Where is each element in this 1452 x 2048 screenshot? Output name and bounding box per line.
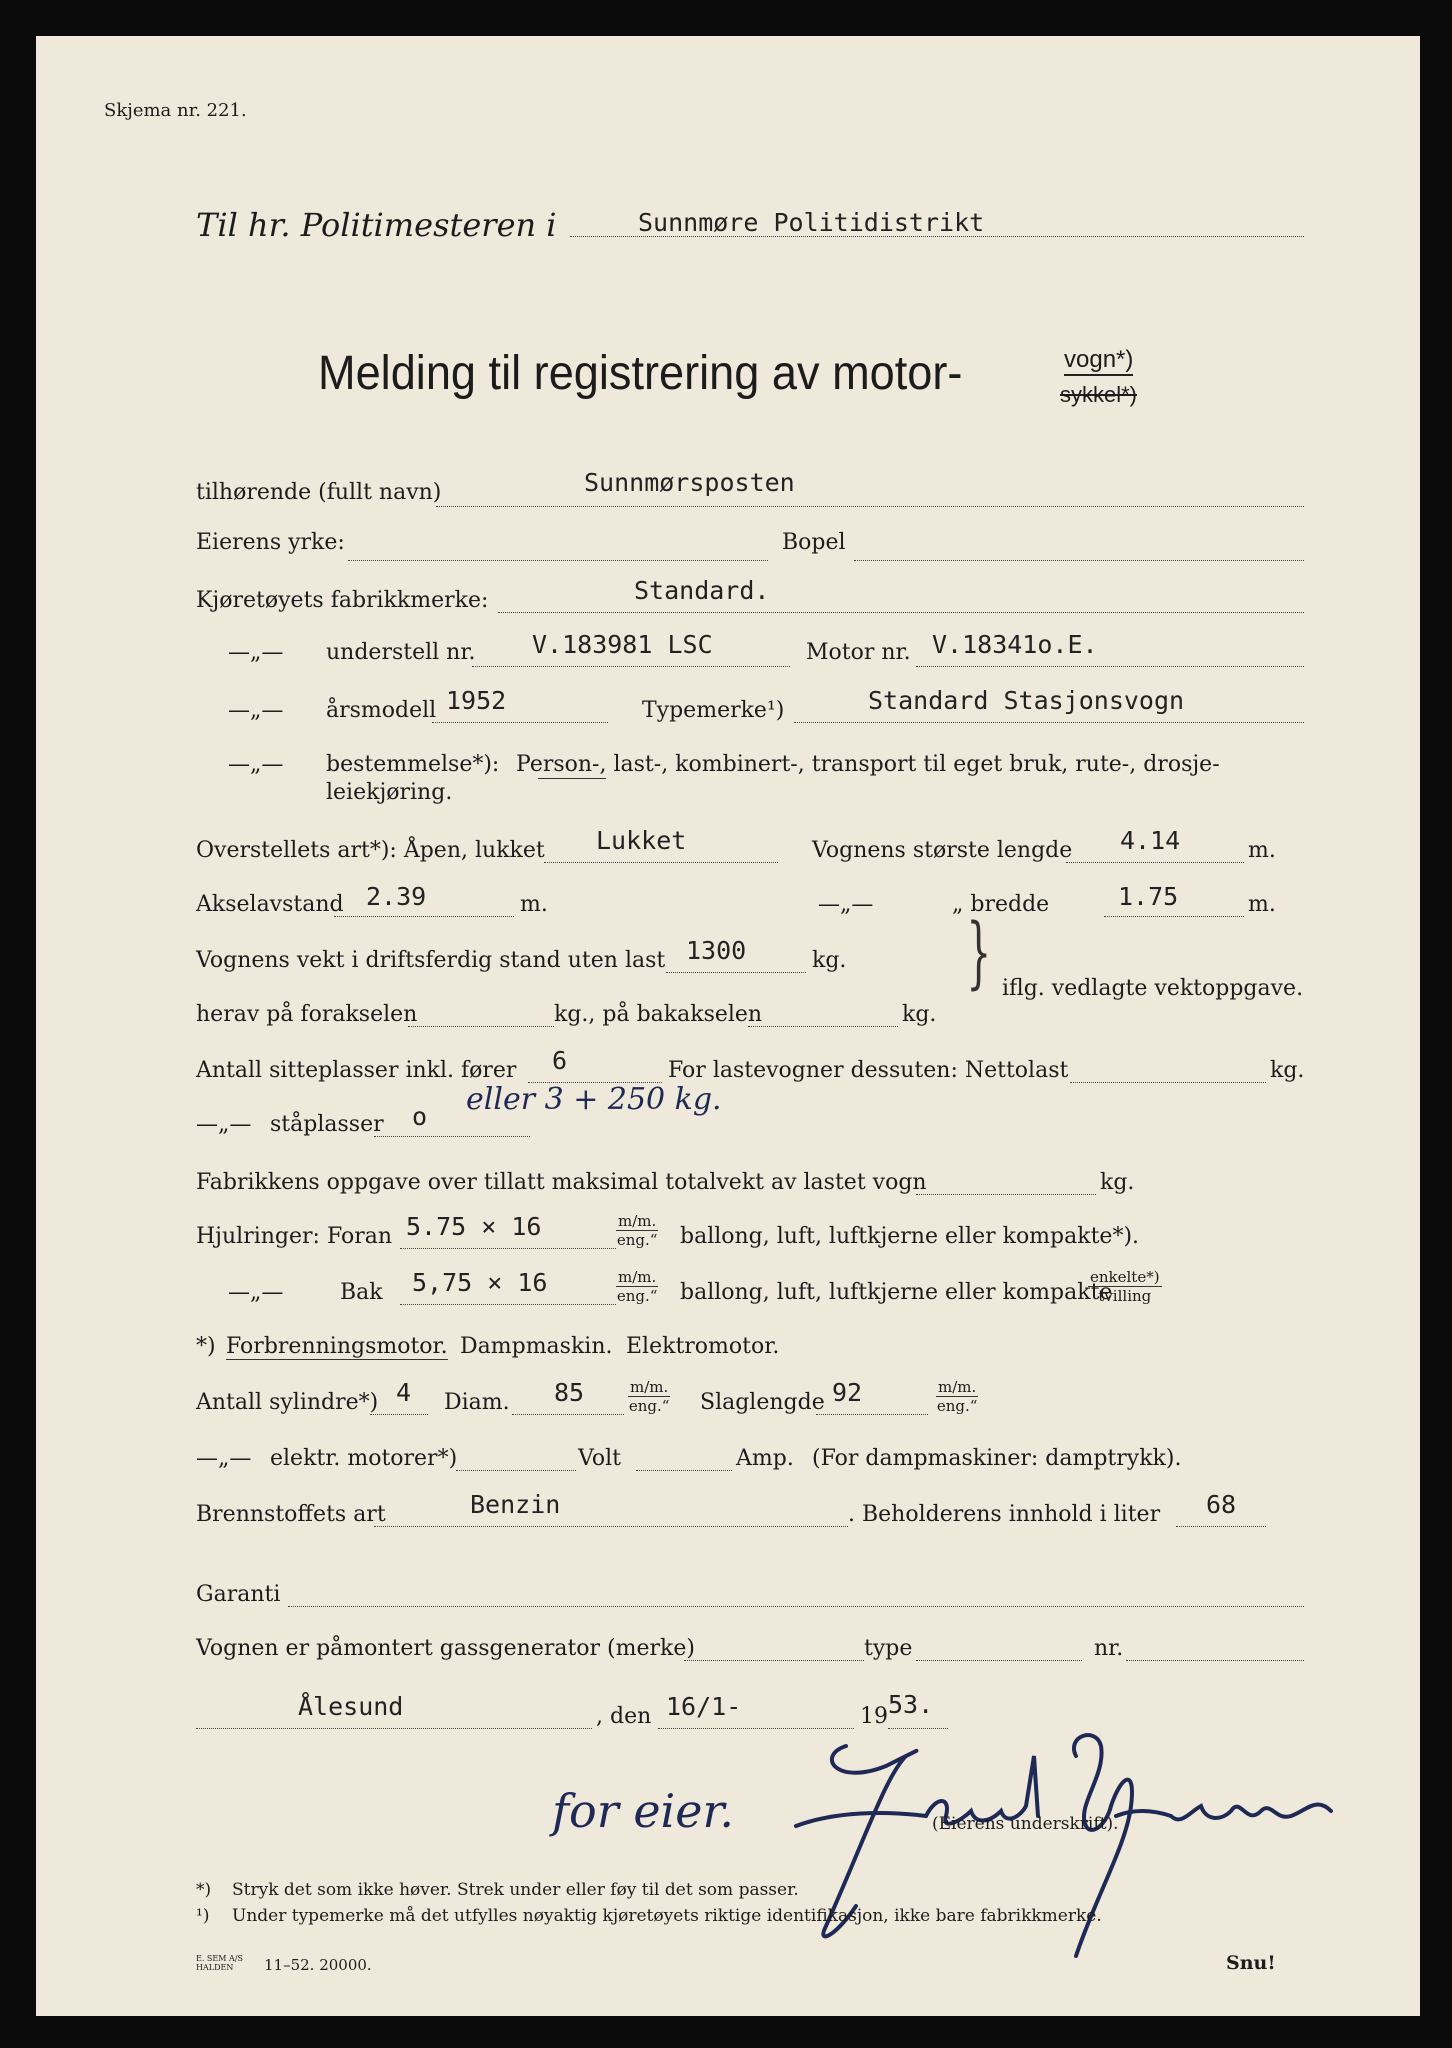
- weight-value: 1300: [686, 936, 747, 965]
- model-year-label: årsmodell: [326, 698, 437, 723]
- purpose-underline: [538, 778, 606, 779]
- owner-signature: [776, 1716, 1426, 1966]
- body-value: Lukket: [596, 826, 687, 855]
- maxweight-label: Fabrikkens oppgave over tillatt maksimal totalvekt av lastet vogn: [196, 1170, 927, 1195]
- footnote-1: Stryk det som ikke høver. Strek under eller føy til det som passer.: [232, 1880, 799, 1900]
- seats-label: Antall sitteplasser inkl. fører: [196, 1058, 517, 1083]
- unit-fraction: [616, 1268, 658, 1305]
- date-value: 16/1-: [666, 1692, 742, 1721]
- residence-label: Bopel: [782, 530, 846, 555]
- amp-label: Amp.: [736, 1446, 794, 1471]
- addressee-value: Sunnmøre Politidistrikt: [638, 208, 985, 237]
- engine-type-electric: Elektromotor.: [626, 1334, 780, 1359]
- fuel-label: Brennstoffets art: [196, 1502, 386, 1527]
- fuel-value: Benzin: [470, 1490, 561, 1519]
- owner-label: tilhørende (fullt navn): [196, 480, 442, 505]
- warranty-field[interactable]: [288, 1576, 1304, 1607]
- unit-fraction: [628, 1378, 670, 1415]
- chassis-label: understell nr.: [326, 640, 476, 665]
- owner-field[interactable]: [436, 476, 1304, 507]
- wheels-types-rear: ballong, luft, luftkjerne eller kompakte: [680, 1280, 1113, 1305]
- front-axle-label: herav på forakselen: [196, 1002, 418, 1027]
- width-unit: m.: [1248, 892, 1276, 917]
- ditto-mark: —„—: [228, 752, 284, 777]
- owner-value: Sunnmørsposten: [584, 468, 795, 497]
- print-code: 11–52. 20000.: [264, 1956, 372, 1974]
- form-sheet: [36, 36, 1420, 2016]
- unit-eng: eng.“: [616, 1287, 658, 1305]
- unit-eng: eng.“: [628, 1397, 670, 1415]
- wheels-rear-label: Bak: [340, 1280, 383, 1305]
- type-value: Standard Stasjonsvogn: [868, 686, 1185, 715]
- schema-number: Skjema nr. 221.: [104, 100, 247, 121]
- seats-value: 6: [552, 1046, 568, 1075]
- stroke-label: Slaglengde: [700, 1390, 825, 1415]
- length-value: 4.14: [1120, 826, 1181, 855]
- unit-eng: eng.“: [616, 1231, 658, 1249]
- chassis-value: V.183981 LSC: [532, 630, 713, 659]
- gas-generator-field[interactable]: [684, 1630, 864, 1661]
- rear-axle-unit: kg.: [902, 1002, 937, 1027]
- printer-name: E. SEM A/S: [196, 1954, 243, 1963]
- unit-mm: m/m.: [618, 1212, 657, 1230]
- occupation-field[interactable]: [348, 530, 768, 561]
- elmotors-label: elektr. motorer*): [270, 1446, 458, 1471]
- date-label: , den: [596, 1704, 652, 1729]
- length-label: Vognens største lengde: [812, 838, 1073, 863]
- warranty-label: Garanti: [196, 1582, 281, 1607]
- footnote-mark-2: ¹): [196, 1906, 210, 1926]
- ditto-mark: —„—: [196, 1446, 252, 1471]
- tank-label: . Beholderens innhold i liter: [848, 1502, 1161, 1527]
- residence-field[interactable]: [854, 530, 1304, 561]
- gas-nr-label: nr.: [1094, 1636, 1124, 1661]
- diameter-value: 85: [554, 1378, 585, 1407]
- wheelbase-value: 2.39: [366, 882, 427, 911]
- model-year-value: 1952: [446, 686, 507, 715]
- footnote-2: Under typemerke må det utfylles nøyaktig kjøretøyets riktige identifikasjon, ikke bare fabrikkmerke.: [232, 1906, 1102, 1926]
- gas-type-field[interactable]: [916, 1630, 1082, 1661]
- wheels-front-label: Hjulringer: Foran: [196, 1224, 393, 1249]
- motor-label: Motor nr.: [806, 640, 911, 665]
- footnote-mark-1: *): [196, 1880, 212, 1900]
- diameter-label: Diam.: [444, 1390, 510, 1415]
- seats-field[interactable]: [528, 1052, 662, 1083]
- weight-brace: }: [966, 908, 992, 998]
- single-option: enkelte*): [1090, 1268, 1160, 1286]
- maxweight-field[interactable]: [916, 1164, 1096, 1195]
- weight-note: iflg. vedlagte vektoppgave.: [1002, 976, 1304, 1001]
- width-value: 1.75: [1118, 882, 1179, 911]
- ditto-mark: —„—: [228, 1280, 284, 1305]
- make-field[interactable]: [498, 582, 1304, 613]
- cargo-unit: kg.: [1270, 1058, 1305, 1083]
- volt-field[interactable]: [636, 1440, 732, 1471]
- make-label: Kjøretøyets fabrikkmerke:: [196, 588, 489, 613]
- weight-label: Vognens vekt i driftsferdig stand uten last: [196, 948, 666, 973]
- cylinders-label: Antall sylindre*): [196, 1390, 379, 1415]
- standing-handwritten-note: eller 3 + 250 kg.: [466, 1082, 722, 1117]
- gas-nr-field[interactable]: [1126, 1630, 1304, 1661]
- width-label: „ bredde: [952, 892, 1050, 917]
- ditto-mark: —„—: [228, 698, 284, 723]
- printer-city: HALDEN: [196, 1963, 234, 1972]
- engine-type-steam: Dampmaskin.: [460, 1334, 613, 1359]
- rear-axle-label: kg., på bakakselen: [554, 1002, 763, 1027]
- volt-label: Volt: [578, 1446, 621, 1471]
- motor-value: V.18341o.E.: [932, 630, 1098, 659]
- turn-over-note: Snu!: [1226, 1952, 1276, 1974]
- twin-option: tvilling: [1098, 1287, 1152, 1305]
- single-twin-fraction: [1088, 1268, 1162, 1305]
- unit-mm: m/m.: [618, 1268, 657, 1286]
- maxweight-unit: kg.: [1100, 1170, 1135, 1195]
- standing-label: ståplasser: [270, 1112, 384, 1137]
- stroke-value: 92: [832, 1378, 863, 1407]
- type-label: Typemerke¹): [642, 698, 785, 723]
- signature-caption: (Eierens underskrift).: [932, 1814, 1119, 1834]
- gas-generator-label: Vognen er påmontert gassgenerator (merke): [196, 1636, 695, 1661]
- engine-type-combustion: Forbrenningsmotor.: [226, 1334, 448, 1359]
- title-option-cycle-struck: sykkel*): [1060, 382, 1138, 407]
- fuel-field[interactable]: [374, 1496, 848, 1527]
- front-axle-field[interactable]: [408, 996, 554, 1027]
- length-unit: m.: [1248, 838, 1276, 863]
- year-value: 53.: [888, 1690, 934, 1719]
- cargo-field[interactable]: [1070, 1052, 1266, 1083]
- make-value: Standard.: [634, 576, 770, 605]
- wheels-types: ballong, luft, luftkjerne eller kompakte*).: [680, 1224, 1140, 1249]
- ditto-mark: —„—: [818, 892, 874, 917]
- rear-axle-field[interactable]: [748, 996, 898, 1027]
- tank-value: 68: [1206, 1490, 1237, 1519]
- unit-fraction: [936, 1378, 978, 1415]
- cylinders-value: 4: [396, 1378, 412, 1407]
- title-option-vehicle: vogn*): [1064, 346, 1133, 376]
- occupation-label: Eierens yrke:: [196, 530, 345, 555]
- weight-unit: kg.: [812, 948, 847, 973]
- body-label: Overstellets art*): Åpen, lukket: [196, 838, 545, 863]
- standing-value: o: [412, 1102, 428, 1131]
- engine-types-star: *): [196, 1334, 216, 1359]
- page-title: Melding til registrering av motor-: [318, 347, 963, 400]
- unit-mm: m/m.: [630, 1378, 669, 1396]
- wheels-front-value: 5.75 × 16: [406, 1212, 542, 1241]
- ditto-mark: —„—: [228, 640, 284, 665]
- place-value: Ålesund: [298, 1692, 404, 1721]
- addressee-label: Til hr. Politimesteren i: [196, 206, 557, 244]
- year-prefix: 19: [860, 1704, 888, 1729]
- ditto-mark: —„—: [196, 1112, 252, 1137]
- unit-fraction: [616, 1212, 658, 1249]
- unit-mm: m/m.: [938, 1378, 977, 1396]
- purpose-options-cont: leiekjøring.: [326, 780, 453, 805]
- unit-eng: eng.“: [936, 1397, 978, 1415]
- purpose-label: bestemmelse*):: [326, 752, 500, 777]
- printer-mark: [196, 1954, 243, 1972]
- steam-pressure-label: (For dampmaskiner: damptrykk).: [812, 1446, 1182, 1471]
- purpose-options: Person-, last-, kombinert-, transport til eget bruk, rute-, drosje-: [516, 752, 1220, 777]
- wheels-rear-value: 5,75 × 16: [412, 1268, 548, 1297]
- wheelbase-label: Akselavstand: [196, 892, 344, 917]
- cargo-label: For lastevogner dessuten: Nettolast: [668, 1058, 1069, 1083]
- wheelbase-unit: m.: [520, 892, 548, 917]
- elmotors-field[interactable]: [456, 1440, 576, 1471]
- signature-prefix: for eier.: [552, 1784, 735, 1838]
- gas-type-label: type: [864, 1636, 913, 1661]
